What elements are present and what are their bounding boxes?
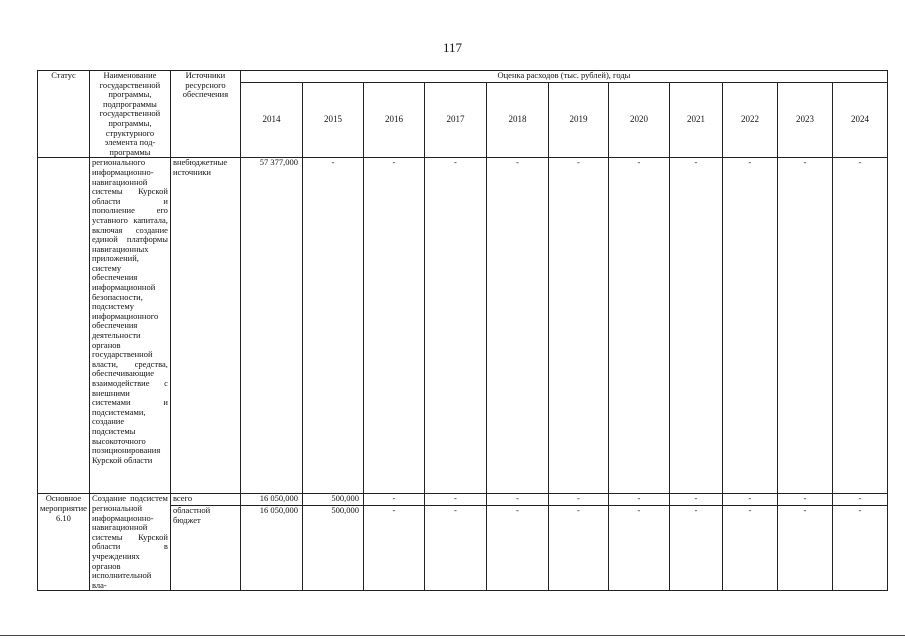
value-cell: 57 377,000 [240,158,302,494]
value-cell: - [832,506,887,591]
value-cell: - [669,158,722,494]
value-cell: - [608,506,669,591]
year-header: 2022 [722,82,777,158]
value-cell: - [363,506,424,591]
year-header: 2014 [240,82,302,158]
header-sources: Источники ресурсного обеспечения [170,71,240,158]
value-cell: 500,000 [302,494,363,506]
value-cell: - [424,494,486,506]
year-header: 2017 [424,82,486,158]
name-cell: Создание подсистем региональной информационно-навигационной системы Курской области в учреждениях органов исполнительной вла- [89,494,170,591]
value-cell: 16 050,000 [240,506,302,591]
year-header: 2024 [832,82,887,158]
value-cell: - [777,158,832,494]
value-cell: - [777,506,832,591]
value-cell: 500,000 [302,506,363,591]
value-cell: - [669,506,722,591]
status-cell: Основное мероприятие 6.10 [38,494,90,591]
year-header: 2019 [548,82,608,158]
page-number: 117 [442,40,463,55]
year-header: 2020 [608,82,669,158]
value-cell: - [486,506,548,591]
value-cell: - [486,494,548,506]
value-cell: - [722,494,777,506]
name-cell: регионального информационно-навигационной системы Курской области и пополнение его уставного капитала, включая создание единой платформы навигационных приложений, систему обеспечения информационной безопасности, подсистему информационного обеспечения деятельности органов государственной власти, средства, обеспечивающие взаимодействие с внешними системами и подсистемами, создание подсистемы высокоточного позиционирования Курской области [89,158,170,494]
year-header: 2018 [486,82,548,158]
value-cell: - [486,158,548,494]
status-cell [38,158,90,494]
value-cell: - [302,158,363,494]
value-cell: - [722,506,777,591]
value-cell: - [669,494,722,506]
table-row [38,494,888,506]
year-header: 2016 [363,82,424,158]
value-cell: 16 050,000 [240,494,302,506]
value-cell: - [832,494,887,506]
year-header: 2015 [302,82,363,158]
value-cell: - [777,494,832,506]
source-cell: внебюджетные источники [170,158,240,494]
value-cell: - [424,506,486,591]
value-cell: - [363,494,424,506]
budget-table [37,70,888,591]
value-cell: - [608,494,669,506]
header-estimate: Оценка расходов (тыс. рублей), годы [240,71,887,83]
header-status: Статус [38,71,90,158]
source-cell: областной бюджет [170,506,240,591]
value-cell: - [363,158,424,494]
header-name: Наименование государственной программы, подпрограммы государственной программы, структурного элемента под-программы [89,71,170,158]
value-cell: - [548,506,608,591]
value-cell: - [548,494,608,506]
year-header: 2021 [669,82,722,158]
value-cell: - [424,158,486,494]
value-cell: - [548,158,608,494]
page-bottom-rule [0,635,905,636]
source-cell: всего [170,494,240,506]
value-cell: - [722,158,777,494]
value-cell: - [608,158,669,494]
year-header: 2023 [777,82,832,158]
table-row [38,158,888,494]
value-cell: - [832,158,887,494]
